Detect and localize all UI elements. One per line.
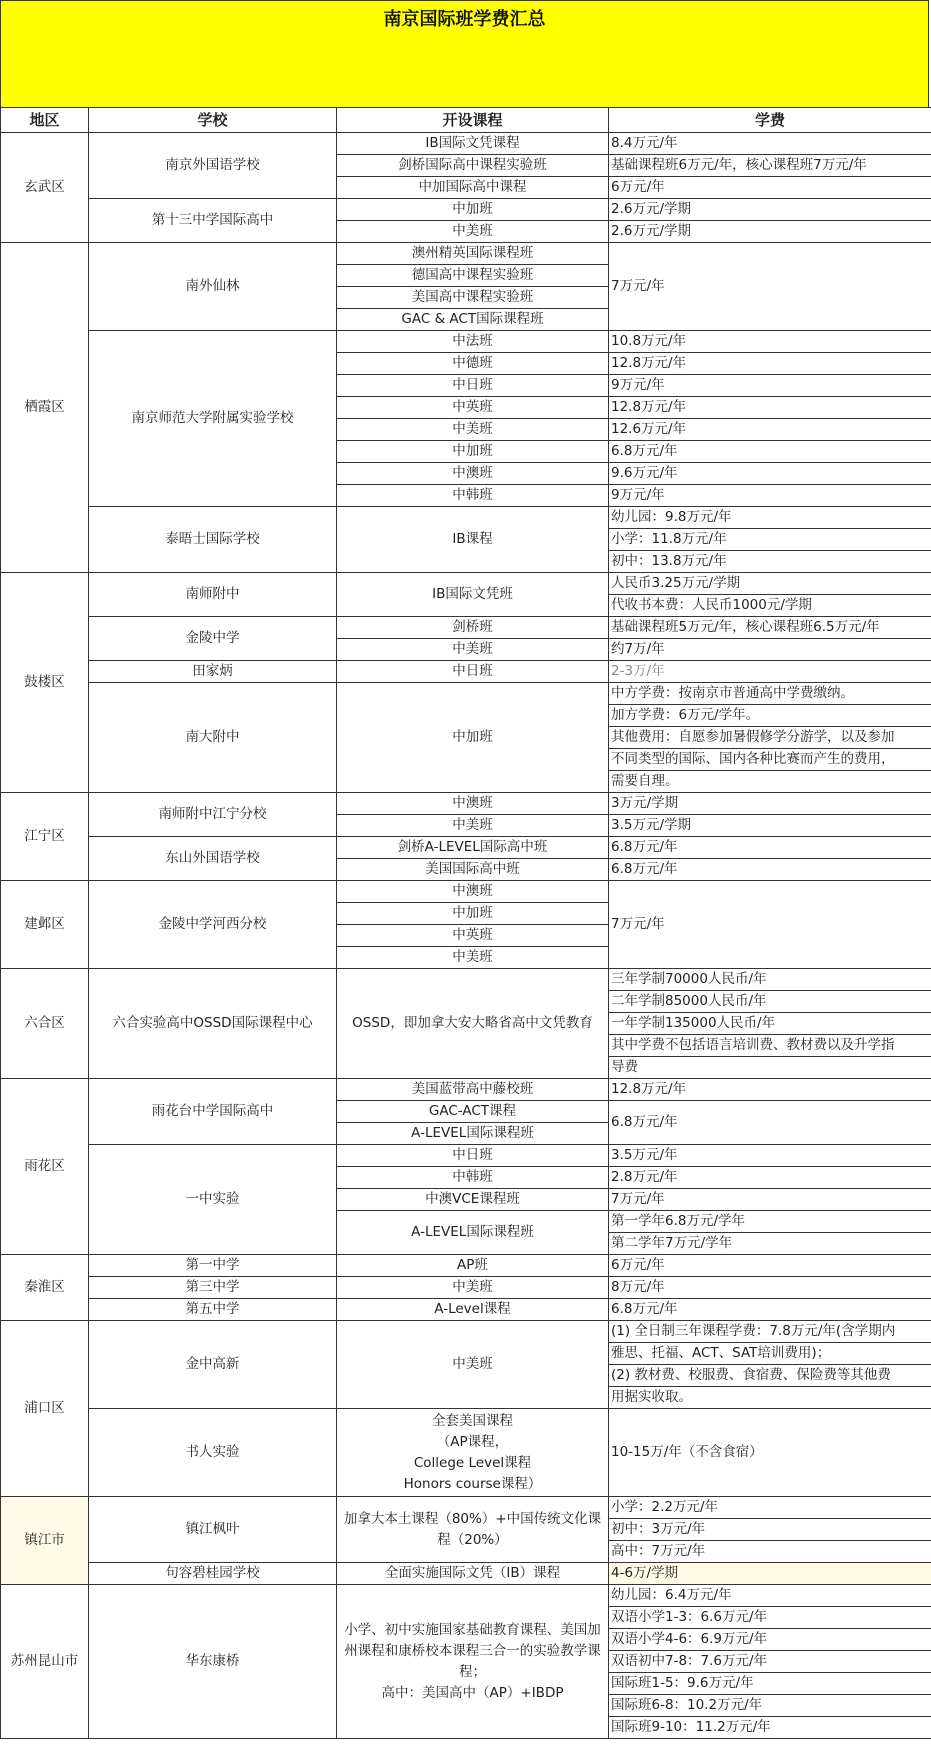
course-cell: 全套美国课程 （AP课程， College Level课程 Honors course课程）	[337, 1409, 609, 1497]
region-cell: 浦口区	[1, 1321, 89, 1497]
tuition-table	[0, 107, 931, 1739]
course-cell: GAC & ACT国际课程班	[337, 309, 609, 331]
table-row	[1, 661, 931, 683]
fee-cell: 第一学年6.8万元/学年	[609, 1211, 931, 1233]
fee-cell: 3万元/学期	[609, 793, 931, 815]
school-cell: 金陵中学	[89, 617, 337, 661]
fee-cell: 6.8万元/年	[609, 1299, 931, 1321]
course-cell: 剑桥班	[337, 617, 609, 639]
fee-cell: 初中：13.8万元/年	[609, 551, 931, 573]
fee-cell: 3.5万元/学期	[609, 815, 931, 837]
table-row	[1, 837, 931, 859]
region-cell: 江宁区	[1, 793, 89, 881]
school-cell: 南大附中	[89, 683, 337, 793]
course-cell: 小学、初中实施国家基础教育课程、美国加州课程和康桥校本课程三合一的实验教学课程； 高中：美国高中（AP）+IBDP	[337, 1585, 609, 1739]
title-banner	[0, 0, 929, 108]
fee-cell: 基础课程班6万元/年，核心课程班7万元/年	[609, 155, 931, 177]
school-cell: 第三中学	[89, 1277, 337, 1299]
course-cell: IB国际文凭课程	[337, 133, 609, 155]
course-cell: 中加班	[337, 903, 609, 925]
fee-cell: 12.6万元/年	[609, 419, 931, 441]
course-cell: 中美班	[337, 1277, 609, 1299]
table-row	[1, 1321, 931, 1343]
course-cell: 中日班	[337, 661, 609, 683]
school-cell: 南师附中江宁分校	[89, 793, 337, 837]
course-cell: 剑桥国际高中课程实验班	[337, 155, 609, 177]
course-cell: 中加班	[337, 683, 609, 793]
course-cell: 美国蓝带高中藤校班	[337, 1079, 609, 1101]
course-cell: A-LEVEL国际课程班	[337, 1211, 609, 1255]
fee-cell: 加方学费：6万元/学年。	[609, 705, 931, 727]
course-cell: 美国高中课程实验班	[337, 287, 609, 309]
course-cell: IB课程	[337, 507, 609, 573]
course-cell: 全面实施国际文凭（IB）课程	[337, 1563, 609, 1585]
school-cell: 华东康桥	[89, 1585, 337, 1739]
fee-cell: 双语小学1-3：6.6万元/年	[609, 1607, 931, 1629]
table-row	[1, 1585, 931, 1607]
fee-cell: 9万元/年	[609, 485, 931, 507]
course-cell: 中澳班	[337, 463, 609, 485]
region-cell: 栖霞区	[1, 243, 89, 573]
table-row	[1, 1299, 931, 1321]
fee-cell: 6.8万元/年	[609, 859, 931, 881]
school-cell: 六合实验高中OSSD国际课程中心	[89, 969, 337, 1079]
fee-cell: 不同类型的国际、国内各种比赛而产生的费用，	[609, 749, 931, 771]
course-cell: 加拿大本土课程（80%）+中国传统文化课程（20%）	[337, 1497, 609, 1563]
fee-cell: 第二学年7万元/学年	[609, 1233, 931, 1255]
fee-cell: 双语小学4-6：6.9万元/年	[609, 1629, 931, 1651]
fee-cell: 高中：7万元/年	[609, 1541, 931, 1563]
fee-cell: 12.8万元/年	[609, 397, 931, 419]
region-cell: 六合区	[1, 969, 89, 1079]
table-row	[1, 1409, 931, 1431]
region-cell: 苏州昆山市	[1, 1585, 89, 1739]
course-cell: 德国高中课程实验班	[337, 265, 609, 287]
fee-cell: 基础课程班5万元/年，核心课程班6.5万元/年	[609, 617, 931, 639]
course-cell: 剑桥A-LEVEL国际高中班	[337, 837, 609, 859]
course-cell: 中韩班	[337, 485, 609, 507]
fee-cell: 雅思、托福、ACT、SAT培训费用)；	[609, 1343, 931, 1365]
course-cell: 中澳班	[337, 793, 609, 815]
table-row	[1, 1563, 931, 1585]
table-row	[1, 1079, 931, 1101]
fee-cell: 一年学制135000人民币/年	[609, 1013, 931, 1035]
fee-cell: 6.8万元/年	[609, 1101, 931, 1145]
fee-cell: 10-15万/年（不含食宿）	[609, 1409, 931, 1497]
course-cell: 中美班	[337, 221, 609, 243]
fee-cell: 8万元/年	[609, 1277, 931, 1299]
table-row	[1, 199, 931, 221]
course-cell: 中德班	[337, 353, 609, 375]
fee-cell: 7万元/年	[609, 1189, 931, 1211]
region-cell: 建邺区	[1, 881, 89, 969]
page-title: 南京国际班学费汇总	[383, 9, 546, 30]
fee-cell: 人民币3.25万元/学期	[609, 573, 931, 595]
fee-cell: 国际班6-8：10.2万元/年	[609, 1695, 931, 1717]
header-fee: 学费	[609, 108, 931, 133]
fee-cell: 12.8万元/年	[609, 1079, 931, 1101]
course-cell: 中美班	[337, 419, 609, 441]
fee-cell: 需要自理。	[609, 771, 931, 793]
course-cell: 中美班	[337, 639, 609, 661]
region-cell: 秦淮区	[1, 1255, 89, 1321]
course-cell: AP班	[337, 1255, 609, 1277]
table-row	[1, 243, 931, 265]
fee-cell: 二年学制85000人民币/年	[609, 991, 931, 1013]
school-cell: 第一中学	[89, 1255, 337, 1277]
region-cell: 镇江市	[1, 1497, 89, 1585]
table-row	[1, 793, 931, 815]
fee-cell: (2) 教材费、校服费、食宿费、保险费等其他费	[609, 1365, 931, 1387]
table-row	[1, 1277, 931, 1299]
course-cell: 中英班	[337, 397, 609, 419]
fee-cell: 6.8万元/年	[609, 837, 931, 859]
fee-cell: 中方学费：按南京市普通高中学费缴纳。	[609, 683, 931, 705]
course-cell: 中日班	[337, 375, 609, 397]
course-cell: IB国际文凭班	[337, 573, 609, 617]
school-cell: 句容碧桂园学校	[89, 1563, 337, 1585]
fee-cell: 双语初中7-8：7.6万元/年	[609, 1651, 931, 1673]
fee-cell: 10.8万元/年	[609, 331, 931, 353]
course-cell: A-LEVEL国际课程班	[337, 1123, 609, 1145]
fee-cell: 2.6万元/学期	[609, 199, 931, 221]
table-row	[1, 1145, 931, 1167]
fee-cell: 9万元/年	[609, 375, 931, 397]
course-cell: 中加班	[337, 441, 609, 463]
fee-cell: 幼儿园：9.8万元/年	[609, 507, 931, 529]
course-cell: 中美班	[337, 1321, 609, 1409]
fee-cell: 8.4万元/年	[609, 133, 931, 155]
fee-cell: 幼儿园：6.4万元/年	[609, 1585, 931, 1607]
fee-cell: 2-3万/年	[609, 661, 931, 683]
header-school: 学校	[89, 108, 337, 133]
school-cell: 泰晤士国际学校	[89, 507, 337, 573]
school-cell: 金中高新	[89, 1321, 337, 1409]
course-cell: 中韩班	[337, 1167, 609, 1189]
course-cell: 澳州精英国际课程班	[337, 243, 609, 265]
fee-cell: 2.8万元/年	[609, 1167, 931, 1189]
school-cell: 第五中学	[89, 1299, 337, 1321]
table-header-row	[1, 108, 931, 133]
course-cell: 中澳VCE课程班	[337, 1189, 609, 1211]
fee-cell: (1) 全日制三年课程学费：7.8万元/年(含学期内	[609, 1321, 931, 1343]
course-cell: 中法班	[337, 331, 609, 353]
course-cell: 中日班	[337, 1145, 609, 1167]
fee-cell: 7万元/年	[609, 243, 931, 331]
fee-cell: 小学：2.2万元/年	[609, 1497, 931, 1519]
fee-cell: 其中学费不包括语言培训费、教材费以及升学指	[609, 1035, 931, 1057]
school-cell: 书人实验	[89, 1409, 337, 1497]
school-cell: 南京师范大学附属实验学校	[89, 331, 337, 507]
course-cell: 中加班	[337, 199, 609, 221]
course-cell: GAC-ACT课程	[337, 1101, 609, 1123]
header-course: 开设课程	[337, 108, 609, 133]
region-cell: 玄武区	[1, 133, 89, 243]
school-cell: 南京外国语学校	[89, 133, 337, 199]
fee-cell: 2.6万元/学期	[609, 221, 931, 243]
school-cell: 金陵中学河西分校	[89, 881, 337, 969]
school-cell: 第十三中学国际高中	[89, 199, 337, 243]
table-row	[1, 507, 931, 529]
table-row	[1, 969, 931, 991]
course-cell: OSSD，即加拿大安大略省高中文凭教育	[337, 969, 609, 1079]
fee-cell: 9.6万元/年	[609, 463, 931, 485]
table-row	[1, 133, 931, 155]
fee-cell: 6万元/年	[609, 1255, 931, 1277]
fee-cell: 6.8万元/年	[609, 441, 931, 463]
fee-cell: 12.8万元/年	[609, 353, 931, 375]
school-cell: 东山外国语学校	[89, 837, 337, 881]
region-cell: 雨花区	[1, 1079, 89, 1255]
table-row	[1, 1497, 931, 1519]
fee-cell: 国际班1-5：9.6万元/年	[609, 1673, 931, 1695]
course-cell: A-Level课程	[337, 1299, 609, 1321]
table-row	[1, 683, 931, 705]
course-cell: 中美班	[337, 947, 609, 969]
fee-cell: 三年学制70000人民币/年	[609, 969, 931, 991]
fee-cell: 初中：3万元/年	[609, 1519, 931, 1541]
table-row	[1, 573, 931, 595]
table-row	[1, 331, 931, 353]
school-cell: 雨花台中学国际高中	[89, 1079, 337, 1145]
table-row	[1, 1255, 931, 1277]
fee-cell: 4-6万/学期	[609, 1563, 931, 1585]
table-row	[1, 881, 931, 903]
course-cell: 中加国际高中课程	[337, 177, 609, 199]
fee-cell: 3.5万元/年	[609, 1145, 931, 1167]
school-cell: 田家炳	[89, 661, 337, 683]
fee-cell: 代收书本费：人民币1000元/学期	[609, 595, 931, 617]
fee-cell: 导费	[609, 1057, 931, 1079]
fee-cell: 6万元/年	[609, 177, 931, 199]
course-cell: 中澳班	[337, 881, 609, 903]
school-cell: 南师附中	[89, 573, 337, 617]
table-row	[1, 617, 931, 639]
fee-cell: 7万元/年	[609, 881, 931, 969]
fee-cell: 约7万/年	[609, 639, 931, 661]
fee-cell: 用据实收取。	[609, 1387, 931, 1409]
fee-cell: 其他费用：自愿参加暑假修学分游学，以及参加	[609, 727, 931, 749]
fee-cell: 小学：11.8万元/年	[609, 529, 931, 551]
region-cell: 鼓楼区	[1, 573, 89, 793]
course-cell: 美国国际高中班	[337, 859, 609, 881]
course-cell: 中英班	[337, 925, 609, 947]
course-cell: 中美班	[337, 815, 609, 837]
school-cell: 一中实验	[89, 1145, 337, 1255]
fee-cell: 国际班9-10：11.2万元/年	[609, 1717, 931, 1739]
school-cell: 镇江枫叶	[89, 1497, 337, 1563]
header-region: 地区	[1, 108, 89, 133]
school-cell: 南外仙林	[89, 243, 337, 331]
